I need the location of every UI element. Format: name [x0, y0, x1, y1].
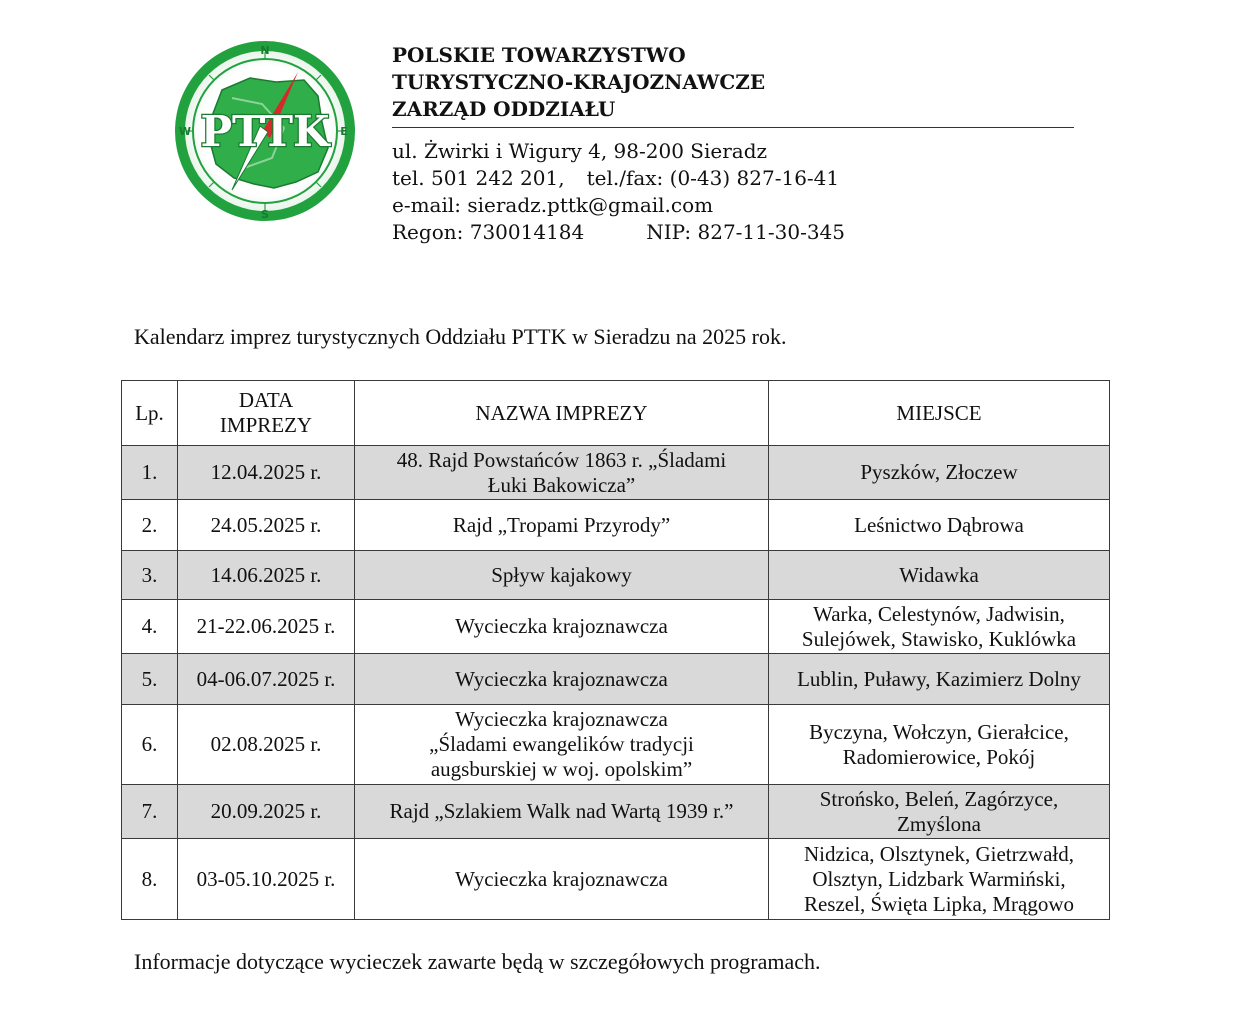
registry-line	[392, 219, 1082, 246]
cell-lp: 2.	[122, 500, 178, 551]
cell-date: 14.06.2025 r.	[178, 551, 355, 600]
header-date-line: IMPREZY	[219, 413, 313, 437]
email: e-mail: sieradz.pttk@gmail.com	[392, 193, 714, 217]
header-lp: Lp.	[122, 381, 178, 446]
table-header-row	[122, 381, 1110, 446]
regon: Regon: 730014184	[392, 220, 585, 244]
table-row	[122, 705, 1110, 785]
cell-event-name-line: Wycieczka krajoznawcza	[455, 614, 668, 638]
org-name-line-2: TURYSTYCZNO-KRAJOZNAWCZE	[392, 70, 766, 94]
table-row	[122, 785, 1110, 839]
address: ul. Żwirki i Wigury 4, 98-200 Sieradz	[392, 139, 768, 163]
cell-place-line: Radomierowice, Pokój	[842, 744, 1036, 769]
cell-place-line: Widawka	[899, 562, 979, 587]
cell-place	[769, 551, 1110, 600]
cell-event-name-line: Wycieczka krajoznawcza	[455, 866, 668, 891]
cell-event-name-line: „Śladami ewangelików tradycji	[429, 732, 694, 756]
table-row	[122, 551, 1110, 600]
pttk-logo	[172, 38, 358, 224]
compass-e-label: E	[340, 125, 348, 138]
cell-event-name-line: Wycieczka krajoznawcza	[455, 707, 668, 731]
cell-place	[769, 654, 1110, 705]
header-place: MIEJSCE	[769, 381, 1110, 446]
phone: tel. 501 242 201,	[392, 166, 565, 190]
cell-event-name-line: Spływ kajakowy	[491, 562, 632, 587]
cell-place-line: Strońsko, Beleń, Zagórzyce,	[819, 786, 1059, 811]
org-name-line-1: POLSKIE TOWARZYSTWO	[392, 43, 686, 67]
cell-event-name-line: Łuki Bakowicza”	[487, 472, 636, 497]
cell-event-name-line: Rajd „Tropami Przyrody”	[452, 512, 671, 537]
table-row	[122, 500, 1110, 551]
cell-place-line: Sulejówek, Stawisko, Kuklówka	[801, 626, 1077, 651]
cell-event-name	[355, 785, 769, 839]
cell-place-line: Warka, Celestynów, Jadwisin,	[813, 601, 1065, 626]
cell-date: 04-06.07.2025 r.	[178, 654, 355, 705]
cell-lp: 4.	[122, 600, 178, 654]
header-divider	[392, 127, 1074, 128]
cell-date: 12.04.2025 r.	[178, 446, 355, 500]
contact-block	[392, 138, 1082, 246]
organization-header	[392, 42, 1082, 246]
cell-lp: 8.	[122, 839, 178, 920]
events-table	[121, 380, 1110, 920]
cell-date: 02.08.2025 r.	[178, 705, 355, 785]
table-body	[122, 446, 1110, 920]
cell-place-line: Pyszków, Złoczew	[860, 460, 1018, 484]
cell-date: 03-05.10.2025 r.	[178, 839, 355, 920]
cell-place-line: Byczyna, Wołczyn, Gierałcice,	[809, 719, 1069, 744]
cell-event-name	[355, 839, 769, 920]
compass-n-label: N	[260, 44, 270, 57]
table-row	[122, 839, 1110, 920]
cell-date: 24.05.2025 r.	[178, 500, 355, 551]
cell-event-name	[355, 500, 769, 551]
cell-event-name	[355, 654, 769, 705]
cell-event-name	[355, 551, 769, 600]
table-row	[122, 446, 1110, 500]
compass-s-label: S	[261, 208, 269, 221]
cell-event-name-line: Wycieczka krajoznawcza	[455, 666, 668, 691]
cell-place	[769, 705, 1110, 785]
cell-event-name-line: 48. Rajd Powstańców 1863 r. „Śladami	[396, 447, 727, 472]
table-row	[122, 600, 1110, 654]
cell-place-line: Leśnictwo Dąbrowa	[854, 512, 1024, 537]
nip: NIP: 827-11-30-345	[646, 220, 846, 244]
cell-place-line: Lublin, Puławy, Kazimierz Dolny	[797, 666, 1081, 691]
cell-place-line: Nidzica, Olsztynek, Gietrzwałd,	[804, 841, 1074, 866]
cell-place	[769, 446, 1110, 500]
cell-place-line: Olsztyn, Lidzbark Warmiński,	[812, 866, 1066, 891]
cell-event-name-line: Rajd „Szlakiem Walk nad Wartą 1939 r.”	[389, 799, 734, 823]
cell-lp: 1.	[122, 446, 178, 500]
cell-lp: 6.	[122, 705, 178, 785]
phone-line	[392, 165, 1082, 192]
cell-lp: 5.	[122, 654, 178, 705]
cell-lp: 3.	[122, 551, 178, 600]
telfax: tel./fax: (0-43) 827-16-41	[586, 166, 840, 190]
cell-date: 20.09.2025 r.	[178, 785, 355, 839]
cell-place-line: Zmyślona	[897, 811, 981, 836]
footer-note: Informacje dotyczące wycieczek zawarte będą w szczegółowych programach.	[134, 949, 821, 974]
compass-w-label: W	[178, 125, 192, 138]
cell-place	[769, 600, 1110, 654]
header-name: NAZWA IMPREZY	[355, 381, 769, 446]
cell-place-line: Reszel, Święta Lipka, Mrągowo	[803, 891, 1075, 916]
cell-place	[769, 500, 1110, 551]
cell-lp: 7.	[122, 785, 178, 839]
cell-place	[769, 785, 1110, 839]
cell-date: 21-22.06.2025 r.	[178, 600, 355, 654]
cell-place	[769, 839, 1110, 920]
table-row	[122, 654, 1110, 705]
logo-text: PTTK	[200, 107, 330, 156]
cell-event-name-line: augsburskiej w woj. opolskim”	[430, 757, 693, 781]
calendar-intro: Kalendarz imprez turystycznych Oddziału PTTK w Sieradzu na 2025 rok.	[134, 324, 787, 349]
cell-event-name	[355, 600, 769, 654]
org-name-line-3: ZARZĄD ODDZIAŁU	[392, 97, 616, 121]
cell-event-name	[355, 705, 769, 785]
cell-event-name	[355, 446, 769, 500]
header-date	[178, 381, 355, 446]
header-date-line: DATA	[238, 388, 294, 412]
